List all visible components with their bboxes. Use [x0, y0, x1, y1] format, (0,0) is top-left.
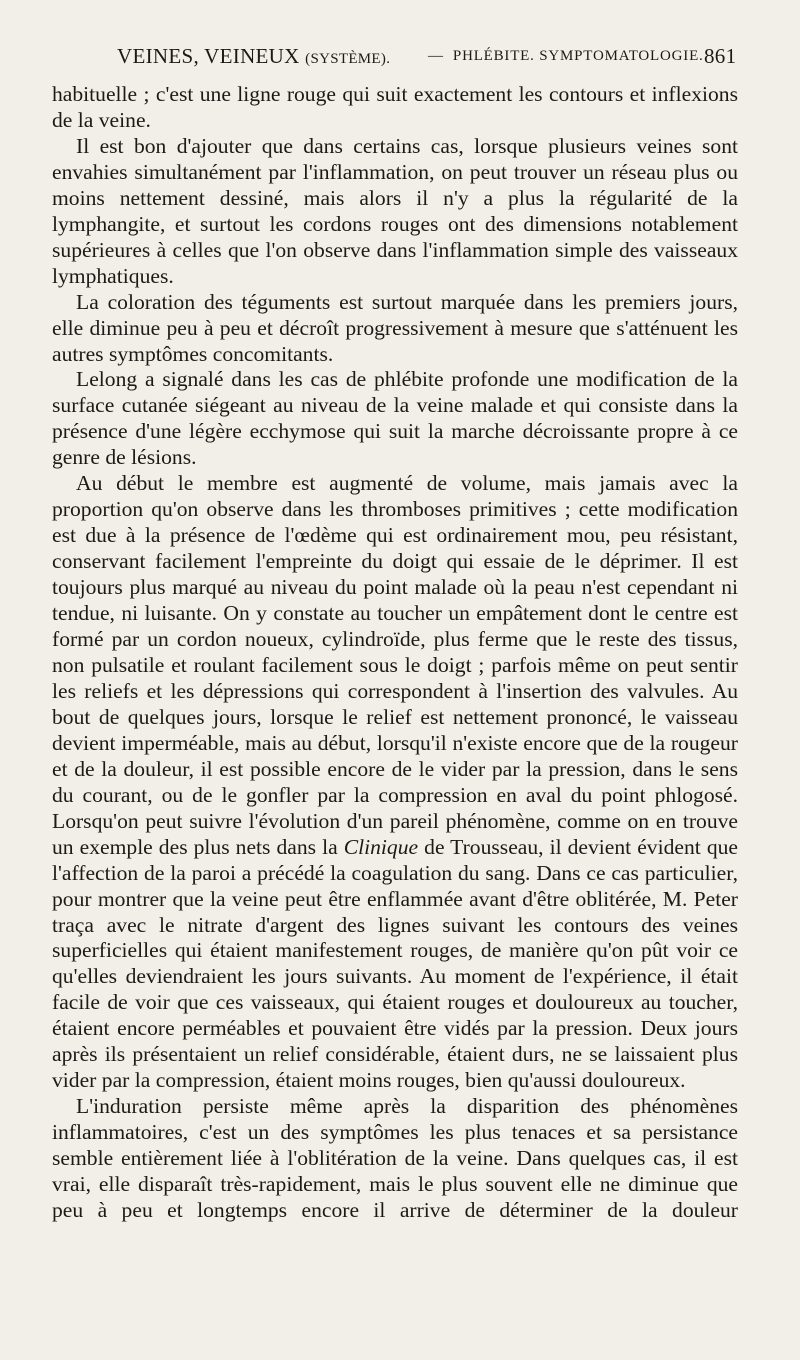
body-text — [52, 82, 738, 1224]
header-title: VEINES, VEINEUX (SYSTÈME). — [117, 44, 391, 68]
header-subtitle: — PHLÉBITE. SYMPTOMATOLOGIE. — [428, 48, 704, 64]
running-header — [40, 44, 740, 74]
paragraph-4: Lelong a signalé dans les cas de phlébite profonde une modification de la surface cutanée siégeant au niveau de la veine malade et qui consiste dans la présence d'une légère ecchymose qui suit la marche décroissante propre à ce genre de lésions. — [52, 367, 738, 470]
italic-title-clinique: Clinique — [343, 834, 419, 859]
page-number: 861 — [704, 44, 737, 68]
paragraph-2: Il est bon d'ajouter que dans certains cas, lorsque plusieurs veines sont envahies simultanément par l'inflammation, on peut trouver un réseau plus ou moins nettement dessiné, mais alors il n'y a plus la régularité de la lymphangite, et surtout les cordons rouges ont des dimensions notablement supérieures à celles que l'on observe dans l'inflammation simple des vaisseaux lymphatiques. — [52, 133, 738, 288]
paragraph-1: habituelle ; c'est une ligne rouge qui suit exactement les contours et inflexions de la veine. — [52, 82, 738, 132]
paragraph-5: Au début le membre est augmenté de volume, mais jamais avec la proportion qu'on observe dans les thromboses primitives ; cette modification est due à la présence de l'œdème qui est ordinairement mou, peu résistant, conservant facilement l'empreinte du doigt qui essaie de le déprimer. Il est toujours plus marqué au niveau du point malade où la peau n'est cependant ni tendue, ni luisante. On y constate au toucher un empâtement dont le centre est formé par un cordon noueux, cylindroïde, plus ferme que le reste des tissus, non pulsatile et roulant facilement sous le doigt ; parfois même on peut sentir les reliefs et les dépressions qui correspondent à l'insertion des valvules. Au bout de quelques jours, lorsque le relief est nettement prononcé, le vaisseau devient imperméable, mais au début, lorsqu'il n'existe encore que de la rougeur et de la douleur, il est possible encore de le vider par la pression, dans le sens du courant, ou de le gonfler par la compression en aval du point phlogosé. Lorsqu'on peut suivre l'évolution d'un pareil phénomène, comme on en trouve un exemple des plus nets dans la Clinique de Trousseau, il devient évident que l'affection de la paroi a précédé la coagulation du sang. Dans ce cas particulier, pour montrer que la veine peut être enflammée avant d'être oblitérée, M. Peter traça avec le nitrate d'argent des lignes suivant les contours des veines superficielles qui étaient manifestement rouges, de manière qu'on pût voir ce qu'elles deviendraient les jours suivants. Au moment de l'expérience, il était facile de voir que ces vaisseaux, qui étaient rouges et douloureux au toucher, étaient encore perméables et pouvaient être vidés par la pression. Deux jours après ils présentaient un relief considérable, étaient durs, ne se laissaient plus vider par la compression, étaient moins rouges, bien qu'aussi douloureux. — [52, 471, 738, 1093]
paragraph-3: La coloration des téguments est surtout marquée dans les premiers jours, elle diminue peu à peu et décroît progressivement à mesure que s'atténuent les autres symptômes concomitants. — [52, 289, 738, 366]
paragraph-6: L'induration persiste même après la disparition des phénomènes inflammatoires, c'est un des symptômes les plus tenaces et sa persistance semble entièrement liée à l'oblitération de la veine. Dans quelques cas, il est vrai, elle disparaît très-rapidement, mais le plus souvent elle ne diminue que peu à peu et longtemps encore il arrive de déterminer de la douleur — [52, 1094, 738, 1222]
